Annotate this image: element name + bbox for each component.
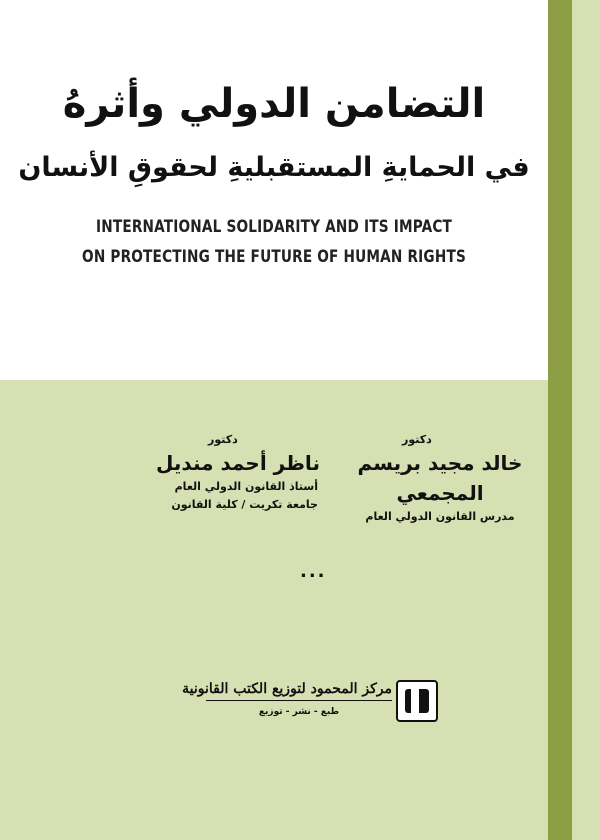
subtitle-arabic: في الحمايةِ المستقبليةِ لحقوقِ الأنسان	[18, 152, 530, 183]
author-affiliation: جامعة تكريت / كلية القانون	[171, 498, 318, 511]
author-khaled	[340, 432, 540, 526]
author-position: أستاذ القانون الدولي العام	[174, 480, 318, 493]
title-english-line-1: INTERNATIONAL SOLIDARITY AND ITS IMPACT	[95, 217, 453, 236]
author-nazer	[138, 432, 338, 514]
author-position: مدرس القانون الدولي العام	[365, 510, 515, 523]
title-arabic: التضامن الدولي وأثرهُ	[62, 81, 486, 127]
publisher-logo-icon	[396, 680, 438, 722]
publisher-name: مركز المحمود لتوزيع الكتب القانونية	[206, 678, 392, 701]
publisher-logo-cutout	[411, 686, 419, 716]
author-name: خالد مجيد بريسم المجمعي	[357, 451, 523, 505]
spine-stripe-light	[572, 0, 600, 840]
ellipsis-dots: ...	[300, 561, 327, 582]
publisher-tagline: طبع - نشر - توزيع	[258, 707, 340, 717]
title-english-line-2: ON PROTECTING THE FUTURE OF HUMAN RIGHTS	[82, 247, 466, 266]
title-english	[22, 212, 526, 272]
author-role: دكتور	[402, 433, 432, 446]
top-panel	[0, 0, 548, 380]
author-name: ناظر أحمد منديل	[156, 451, 320, 475]
spine-stripe-dark	[548, 0, 572, 840]
author-role: دكتور	[208, 433, 238, 446]
publisher-block	[182, 674, 456, 730]
